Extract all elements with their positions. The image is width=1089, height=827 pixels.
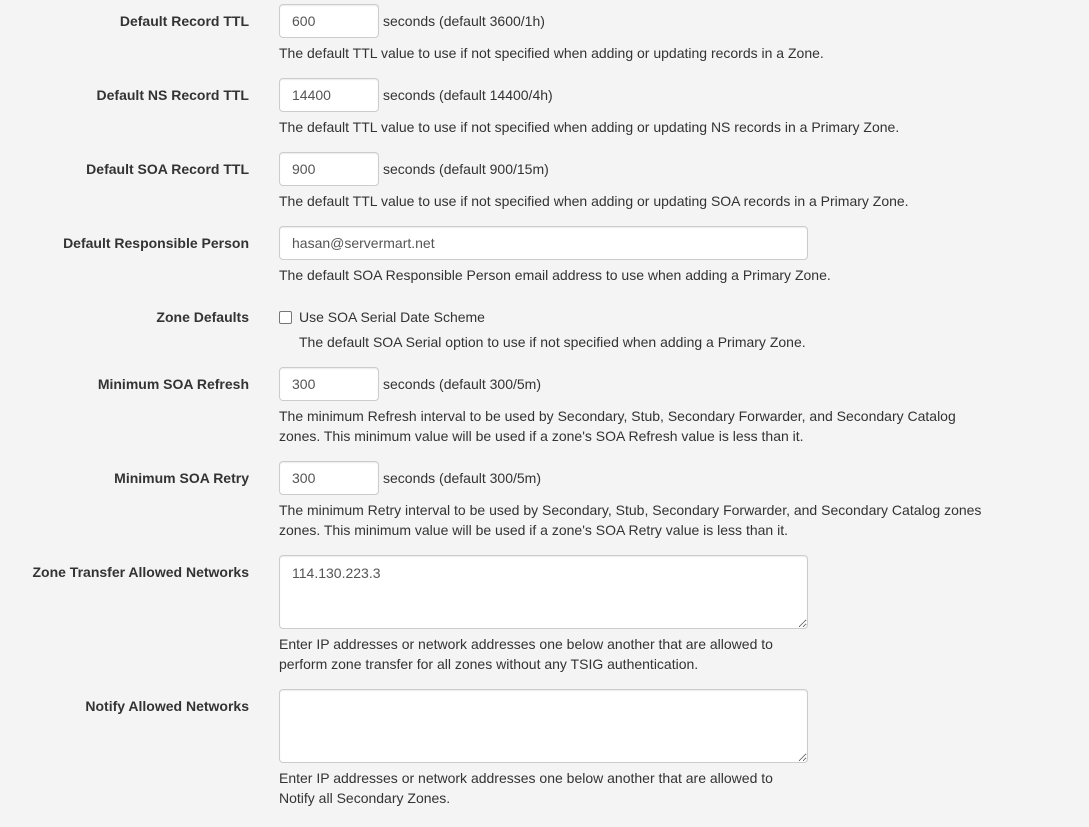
minimum-soa-retry-input[interactable]: [279, 461, 379, 495]
default-soa-record-ttl-input[interactable]: [279, 152, 379, 186]
soa-serial-date-scheme-checkbox[interactable]: [279, 311, 292, 324]
minimum-soa-retry-label: Minimum SOA Retry: [114, 470, 249, 486]
default-responsible-person-label: Default Responsible Person: [63, 235, 249, 251]
minimum-soa-refresh-input[interactable]: [279, 367, 379, 401]
notify-allowed-networks-label: Notify Allowed Networks: [85, 698, 249, 714]
default-soa-record-ttl-help: The default TTL value to use if not specified when adding or updating SOA records in a Primary Zone.: [279, 193, 909, 209]
default-ns-record-ttl-help: The default TTL value to use if not specified when adding or updating NS records in a Primary Zone.: [279, 119, 900, 135]
notify-allowed-networks-help-line2: Notify all Secondary Zones.: [279, 790, 451, 806]
soa-serial-date-scheme-label[interactable]: Use SOA Serial Date Scheme: [299, 309, 485, 325]
default-record-ttl-suffix: seconds (default 3600/1h): [383, 13, 545, 29]
default-soa-record-ttl-suffix: seconds (default 900/15m): [383, 161, 549, 177]
minimum-soa-retry-help: [279, 500, 981, 540]
minimum-soa-refresh-label: Minimum SOA Refresh: [97, 376, 249, 392]
default-ns-record-ttl-input[interactable]: [279, 78, 379, 112]
zone-transfer-allowed-networks-help-line2: perform zone transfer for all zones without any TSIG authentication.: [279, 656, 699, 672]
zone-defaults-label: Zone Defaults: [156, 309, 249, 325]
minimum-soa-refresh-help-line2: zones. This minimum value will be used if a zone's SOA Refresh value is less than it.: [279, 428, 804, 444]
minimum-soa-refresh-help: [279, 406, 956, 446]
zone-defaults-help: The default SOA Serial option to use if not specified when adding a Primary Zone.: [299, 334, 806, 350]
zone-transfer-allowed-networks-help: [279, 634, 773, 674]
notify-allowed-networks-textarea[interactable]: [279, 689, 808, 763]
notify-allowed-networks-help: [279, 768, 773, 808]
default-soa-record-ttl-label: Default SOA Record TTL: [86, 161, 249, 177]
minimum-soa-refresh-help-line1: The minimum Refresh interval to be used by Secondary, Stub, Secondary Forwarder, and Secondary Catalog: [279, 408, 956, 424]
default-record-ttl-help: The default TTL value to use if not specified when adding or updating records in a Zone.: [279, 45, 824, 61]
zone-transfer-allowed-networks-label: Zone Transfer Allowed Networks: [32, 564, 249, 580]
zone-transfer-allowed-networks-textarea[interactable]: [279, 555, 808, 629]
minimum-soa-retry-help-line1: The minimum Retry interval to be used by Secondary, Stub, Secondary Forwarder, and Secondary Catalog zones: [279, 502, 982, 518]
soa-serial-date-scheme-option[interactable]: [279, 309, 485, 325]
default-ns-record-ttl-suffix: seconds (default 14400/4h): [383, 87, 553, 103]
default-responsible-person-help: The default SOA Responsible Person email address to use when adding a Primary Zone.: [279, 267, 831, 283]
notify-allowed-networks-help-line1: Enter IP addresses or network addresses one below another that are allowed to: [279, 770, 773, 786]
default-record-ttl-input[interactable]: [279, 4, 379, 38]
default-responsible-person-input[interactable]: [279, 226, 808, 260]
minimum-soa-retry-help-line2: zones. This minimum value will be used if a zone's SOA Retry value is less than it.: [279, 522, 788, 538]
default-record-ttl-label: Default Record TTL: [119, 13, 249, 29]
default-ns-record-ttl-label: Default NS Record TTL: [96, 87, 249, 103]
zone-transfer-allowed-networks-help-line1: Enter IP addresses or network addresses one below another that are allowed to: [279, 636, 773, 652]
minimum-soa-retry-suffix: seconds (default 300/5m): [383, 470, 541, 486]
minimum-soa-refresh-suffix: seconds (default 300/5m): [383, 376, 541, 392]
